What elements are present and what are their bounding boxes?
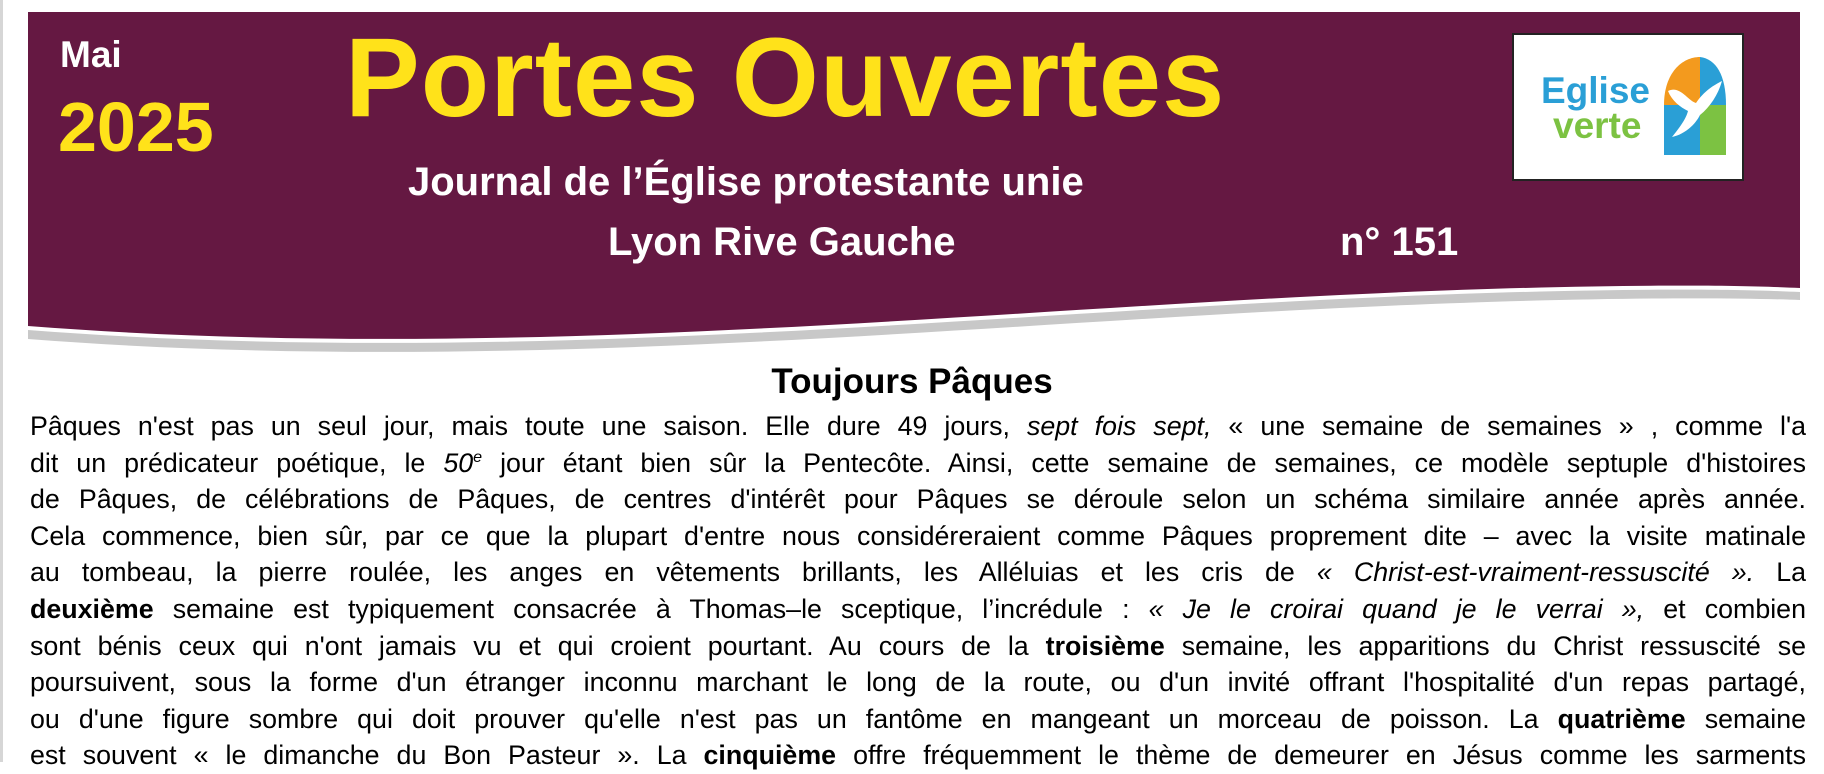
- italic-text: « Christ-est-vraiment-ressuscité ».: [1316, 557, 1755, 588]
- paragraph-line: [30, 628, 1806, 665]
- text-run: dit un prédicateur poétique, le: [30, 447, 444, 478]
- italic-text: « Je le croirai quand je le verrai »,: [1148, 593, 1645, 624]
- text-run: ou d'une figure sombre qui doit prouver qu'elle n'est pas un fantôme en mangeant un morceau de poisson. La: [30, 703, 1558, 734]
- paragraph-line: [30, 664, 1806, 701]
- text-run: est souvent « le dimanche du Bon Pasteur ». La: [30, 740, 704, 771]
- paragraph-line: [30, 701, 1806, 738]
- superscript-text: e: [473, 447, 483, 466]
- text-run: semaine: [1685, 703, 1806, 734]
- bold-text: troisième: [1045, 630, 1165, 661]
- logo-line2: verte: [1553, 105, 1642, 147]
- text-run: sont bénis ceux qui n'ont jamais vu et qui croient pourtant. Au cours de la: [30, 630, 1046, 661]
- issue-number: n° 151: [1340, 220, 1459, 264]
- journal-location: Lyon Rive Gauche: [608, 220, 956, 264]
- italic-text: sept fois sept,: [1026, 411, 1212, 441]
- eglise-verte-logo: [1512, 33, 1744, 181]
- bold-text: cinquième: [703, 740, 837, 771]
- text-run: Cela commence, bien sûr, par ce que la plupart d'entre nous considéreraient comme Pâques proprement dite – avec la visite matinale: [30, 520, 1806, 551]
- text-run: de Pâques, de célébrations de Pâques, de centres d'intérêt pour Pâques se déroule selon un schéma similaire année après année.: [30, 484, 1806, 515]
- paragraph-line: [30, 737, 1806, 774]
- logo-line1: Eglise: [1541, 70, 1650, 111]
- paragraph-line: [30, 518, 1806, 555]
- text-run: Pâques n'est pas un seul jour, mais toute une saison. Elle dure 49 jours,: [30, 411, 1027, 441]
- text-run: au tombeau, la pierre roulée, les anges en vêtements brillants, les Alléluias et les cris de: [30, 557, 1317, 588]
- text-run: La: [1754, 557, 1806, 588]
- logo-wordmark: [1541, 70, 1650, 147]
- issue-month: Mai: [60, 34, 122, 75]
- bold-text: quatrième: [1557, 703, 1686, 734]
- text-run: « une semaine de semaines » , comme l'a: [1211, 411, 1806, 441]
- paragraph-line: [30, 554, 1806, 591]
- paragraph-line: [30, 408, 1806, 445]
- text-run: poursuivent, sous la forme d'un étranger inconnu marchant le long de la route, ou d'un invité offrant l'hospitalité d'un repas partagé,: [30, 667, 1806, 698]
- article-title: Toujours Pâques: [771, 362, 1053, 401]
- text-run: semaine, les apparitions du Christ ressuscité se: [1164, 630, 1806, 661]
- text-run: et combien: [1644, 593, 1806, 624]
- paragraph-line: [30, 591, 1806, 628]
- text-run: offre fréquemment le thème de demeurer en Jésus comme les sarments: [836, 740, 1806, 771]
- text-run: semaine est typiquement consacrée à Thomas–le sceptique, l’incrédule :: [153, 593, 1149, 624]
- issue-year: 2025: [58, 88, 214, 166]
- text-run: jour étant bien sûr la Pentecôte. Ainsi, cette semaine de semaines, ce modèle septuple d'histoires: [482, 447, 1806, 478]
- journal-title: Portes Ouvertes: [345, 15, 1226, 140]
- article-body: [30, 408, 1806, 774]
- journal-subtitle: Journal de l’Église protestante unie: [408, 160, 1084, 204]
- paragraph-line: [30, 445, 1806, 482]
- dove-emblem-icon: [1658, 51, 1730, 161]
- bold-text: deuxième: [30, 593, 154, 624]
- italic-text: 50: [443, 447, 474, 478]
- paragraph-line: [30, 481, 1806, 518]
